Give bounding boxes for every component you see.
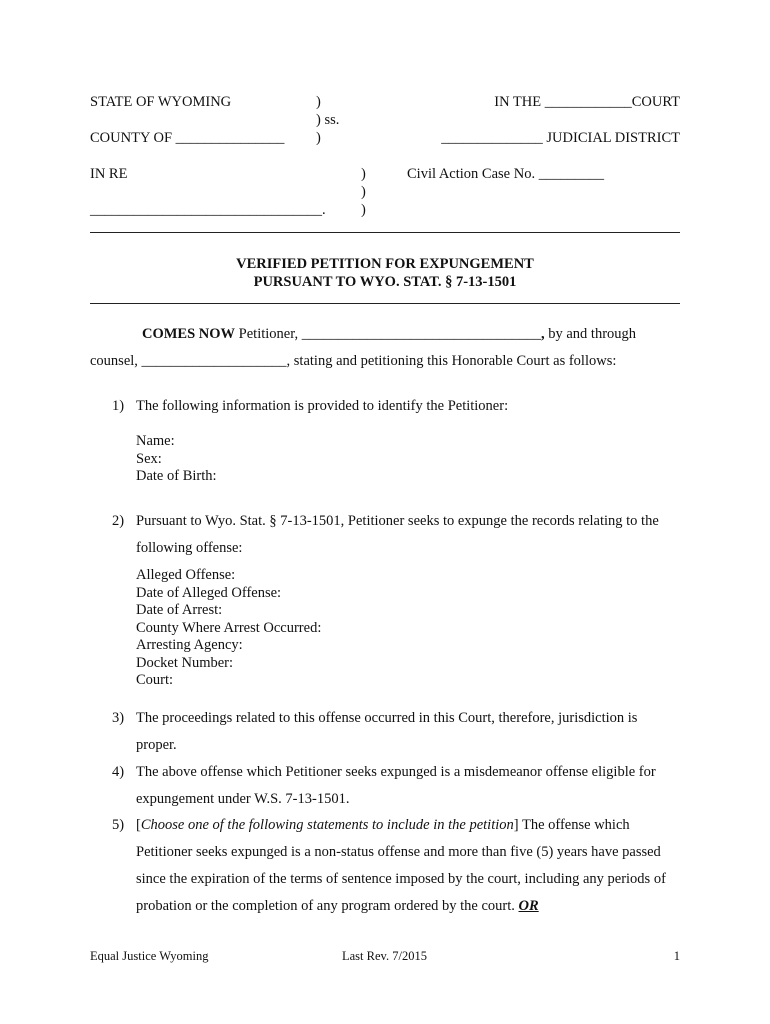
- judicial-district-label: ______________ JUDICIAL DISTRICT: [441, 130, 680, 146]
- divider: [90, 303, 680, 304]
- caption-paren: ): [316, 130, 321, 146]
- counsel-text: by and through counsel, ____________________, stating and petitioning this Honorable Court as follows:: [90, 326, 637, 369]
- item-text: [136, 812, 680, 920]
- item-number: 4): [112, 764, 125, 780]
- field-label: Date of Alleged Offense:: [136, 584, 282, 601]
- offense-fields: [136, 567, 321, 690]
- statement-text: The offense which Petitioner seeks expunged is a non-status offense and more than five (5) years have passed since the expiration of the terms of sentence imposed by the court, including any periods of probation or the completion of any program ordered by the court.: [136, 817, 666, 914]
- caption-paren: ): [361, 184, 366, 200]
- court-label: IN THE ____________COURT: [494, 94, 680, 110]
- list-item: [112, 812, 680, 920]
- state-label: STATE OF WYOMING: [90, 94, 232, 110]
- list-item: [112, 705, 680, 759]
- field-label: Sex:: [136, 450, 162, 467]
- footer-organization: Equal Justice Wyoming: [90, 949, 209, 963]
- field-label: Arresting Agency:: [136, 637, 243, 653]
- footer-revision: Last Rev. 7/2015: [342, 949, 427, 963]
- comma-text: ,: [540, 326, 545, 342]
- or-text: OR: [518, 898, 539, 914]
- item-text: The following information is provided to identify the Petitioner:: [136, 398, 509, 414]
- caption-paren: ): [316, 94, 321, 110]
- caption-ss: ) ss.: [316, 112, 340, 128]
- field-label: Alleged Offense:: [136, 567, 236, 583]
- field-label: Docket Number:: [136, 654, 234, 671]
- item-number: 2): [112, 513, 125, 529]
- party-name-line: ________________________________.: [90, 202, 326, 218]
- case-number-label: Civil Action Case No. _________: [407, 166, 604, 182]
- field-label: County Where Arrest Occurred:: [136, 619, 322, 636]
- field-label: Date of Birth:: [136, 468, 217, 484]
- field-label: Date of Arrest:: [136, 602, 223, 618]
- item-text: The above offense which Petitioner seeks expunged is a misdemeanor offense eligible for expungement under W.S. 7-13-1501.: [136, 764, 656, 807]
- document-title: VERIFIED PETITION FOR EXPUNGEMENT: [236, 256, 534, 272]
- field-label: Court:: [136, 672, 174, 688]
- comes-now-text: COMES NOW: [142, 326, 236, 342]
- bracket-close: ]: [513, 817, 519, 833]
- list-item: [112, 508, 680, 562]
- intro-paragraph: [90, 321, 680, 375]
- list-item: [112, 393, 680, 420]
- page-number: 1: [673, 949, 680, 963]
- document-subtitle: PURSUANT TO WYO. STAT. § 7-13-1501: [253, 274, 517, 290]
- item-text: Pursuant to Wyo. Stat. § 7-13-1501, Petitioner seeks to expunge the records relating to the following offense:: [136, 513, 659, 556]
- divider: [90, 232, 680, 233]
- item-number: 3): [112, 710, 125, 726]
- list-item: [112, 759, 680, 813]
- bracket-open: [: [136, 817, 141, 833]
- in-re-label: IN RE: [90, 166, 128, 182]
- item-number: 1): [112, 398, 125, 414]
- petitioner-blank: Petitioner, _________________________________: [235, 326, 541, 342]
- petitioner-fields: [136, 433, 217, 486]
- item-number: 5): [112, 817, 125, 833]
- caption-paren: ): [361, 166, 366, 182]
- county-label: COUNTY OF _______________: [90, 130, 285, 146]
- instruction-text: Choose one of the following statements to include in the petition: [140, 817, 514, 833]
- field-label: Name:: [136, 433, 175, 449]
- item-text: The proceedings related to this offense occurred in this Court, therefore, jurisdiction is proper.: [136, 710, 638, 753]
- caption-paren: ): [361, 202, 366, 218]
